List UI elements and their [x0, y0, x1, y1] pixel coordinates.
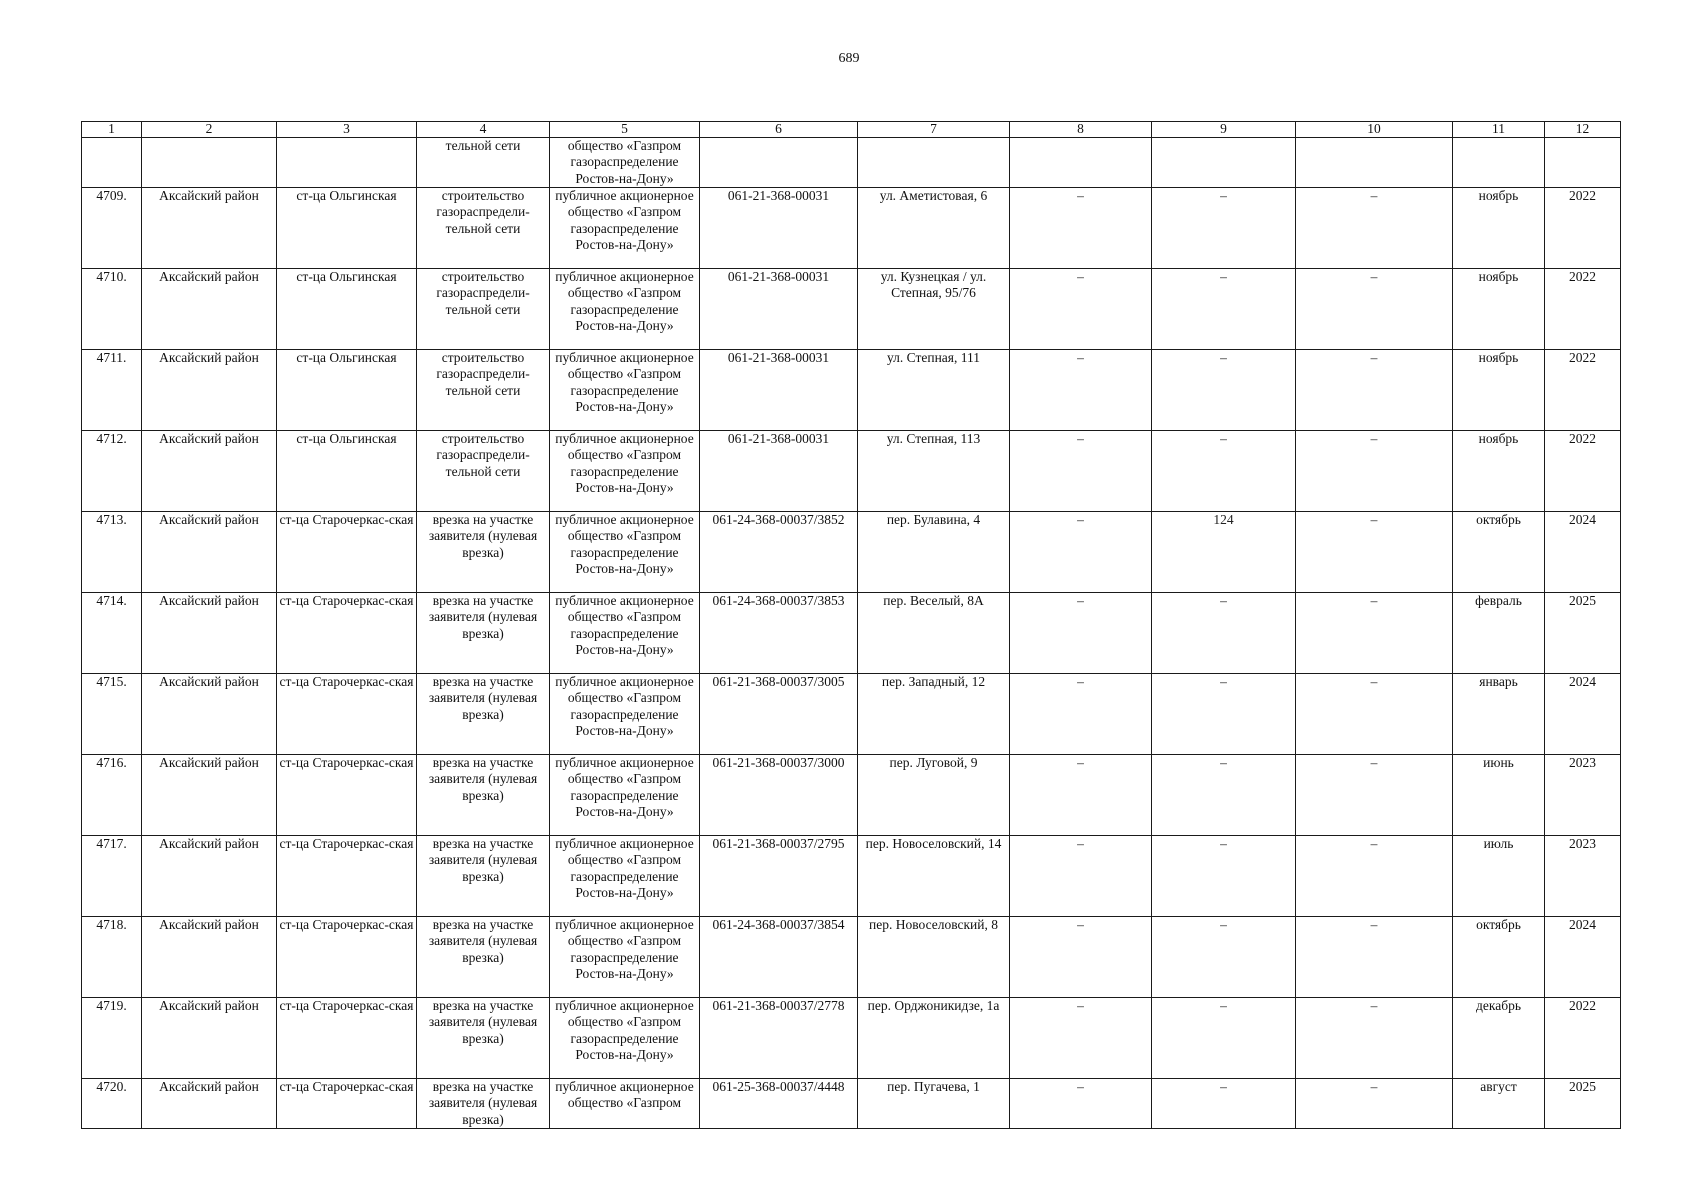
column-9-cell: –: [1152, 593, 1296, 674]
column-10-cell: –: [1296, 188, 1453, 269]
table-row: [82, 188, 1621, 269]
column-9-cell: –: [1152, 188, 1296, 269]
address-cell: пер. Веселый, 8А: [858, 593, 1010, 674]
work-type-cell: строительство газораспредели-тельной сети: [417, 188, 550, 269]
column-9-cell: –: [1152, 269, 1296, 350]
settlement-cell: ст-ца Старочеркас-ская: [277, 512, 417, 593]
settlement-cell: ст-ца Старочеркас-ская: [277, 1079, 417, 1129]
district-cell: Аксайский район: [142, 836, 277, 917]
district-cell: Аксайский район: [142, 269, 277, 350]
code-cell: 061-24-368-00037/3852: [700, 512, 858, 593]
column-header: 2: [142, 122, 277, 138]
column-8-cell: –: [1010, 836, 1152, 917]
address-cell: ул. Аметистовая, 6: [858, 188, 1010, 269]
page-number: 689: [838, 51, 860, 66]
owner-cell: публичное акционерное общество «Газпром газораспределение Ростов-на-Дону»: [550, 188, 700, 269]
column-8-cell: –: [1010, 512, 1152, 593]
column-header: 9: [1152, 122, 1296, 138]
owner-cell: публичное акционерное общество «Газпром газораспределение Ростов-на-Дону»: [550, 431, 700, 512]
table-row: [82, 350, 1621, 431]
month-cell: декабрь: [1453, 998, 1545, 1079]
address-cell: пер. Пугачева, 1: [858, 1079, 1010, 1129]
column-header: 5: [550, 122, 700, 138]
district-cell: Аксайский район: [142, 917, 277, 998]
work-type-cell: врезка на участке заявителя (нулевая врезка): [417, 674, 550, 755]
record-number: 4713.: [82, 512, 142, 593]
year-cell: 2024: [1545, 674, 1621, 755]
table-row: [82, 917, 1621, 998]
code-cell: 061-21-368-00037/3000: [700, 755, 858, 836]
table-row: [82, 1079, 1621, 1129]
column-10-cell: –: [1296, 755, 1453, 836]
table-row: [82, 755, 1621, 836]
column-10-cell: –: [1296, 998, 1453, 1079]
column-10-cell: –: [1296, 674, 1453, 755]
table-cell: тельной сети: [417, 138, 550, 188]
owner-cell: публичное акционерное общество «Газпром газораспределение Ростов-на-Дону»: [550, 917, 700, 998]
column-8-cell: –: [1010, 674, 1152, 755]
year-cell: 2022: [1545, 188, 1621, 269]
month-cell: август: [1453, 1079, 1545, 1129]
record-number: 4710.: [82, 269, 142, 350]
settlement-cell: ст-ца Старочеркас-ская: [277, 998, 417, 1079]
column-header: 11: [1453, 122, 1545, 138]
code-cell: 061-21-368-00037/2795: [700, 836, 858, 917]
column-10-cell: –: [1296, 269, 1453, 350]
work-type-cell: врезка на участке заявителя (нулевая врезка): [417, 1079, 550, 1129]
table-cell: общество «Газпром газораспределение Ростов-на-Дону»: [550, 138, 700, 188]
settlement-cell: ст-ца Ольгинская: [277, 350, 417, 431]
column-8-cell: –: [1010, 1079, 1152, 1129]
record-number: 4712.: [82, 431, 142, 512]
owner-cell: публичное акционерное общество «Газпром газораспределение Ростов-на-Дону»: [550, 674, 700, 755]
settlement-cell: ст-ца Старочеркас-ская: [277, 836, 417, 917]
column-header: 8: [1010, 122, 1152, 138]
owner-cell: публичное акционерное общество «Газпром газораспределение Ростов-на-Дону»: [550, 512, 700, 593]
column-header: 7: [858, 122, 1010, 138]
year-cell: 2022: [1545, 431, 1621, 512]
column-10-cell: –: [1296, 1079, 1453, 1129]
table-row: [82, 998, 1621, 1079]
table-cell: [1010, 138, 1152, 188]
month-cell: июнь: [1453, 755, 1545, 836]
column-number-row: [82, 122, 1621, 138]
column-10-cell: –: [1296, 350, 1453, 431]
year-cell: 2022: [1545, 350, 1621, 431]
column-9-cell: 124: [1152, 512, 1296, 593]
address-cell: пер. Луговой, 9: [858, 755, 1010, 836]
column-9-cell: –: [1152, 998, 1296, 1079]
table-cell: [700, 138, 858, 188]
owner-cell: публичное акционерное общество «Газпром газораспределение Ростов-на-Дону»: [550, 755, 700, 836]
record-number: 4716.: [82, 755, 142, 836]
work-type-cell: врезка на участке заявителя (нулевая врезка): [417, 998, 550, 1079]
record-number: 4717.: [82, 836, 142, 917]
table-cell: [858, 138, 1010, 188]
month-cell: январь: [1453, 674, 1545, 755]
district-cell: Аксайский район: [142, 1079, 277, 1129]
record-number: 4719.: [82, 998, 142, 1079]
code-cell: 061-24-368-00037/3854: [700, 917, 858, 998]
settlement-cell: ст-ца Старочеркас-ская: [277, 674, 417, 755]
district-cell: Аксайский район: [142, 998, 277, 1079]
record-number: 4718.: [82, 917, 142, 998]
code-cell: 061-21-368-00031: [700, 269, 858, 350]
address-cell: ул. Степная, 111: [858, 350, 1010, 431]
year-cell: 2025: [1545, 593, 1621, 674]
column-8-cell: –: [1010, 431, 1152, 512]
month-cell: ноябрь: [1453, 431, 1545, 512]
table-cell: [1453, 138, 1545, 188]
work-type-cell: врезка на участке заявителя (нулевая врезка): [417, 593, 550, 674]
work-type-cell: строительство газораспредели-тельной сети: [417, 269, 550, 350]
month-cell: октябрь: [1453, 512, 1545, 593]
address-cell: ул. Степная, 113: [858, 431, 1010, 512]
record-number: 4720.: [82, 1079, 142, 1129]
table-row: [82, 593, 1621, 674]
year-cell: 2022: [1545, 269, 1621, 350]
owner-cell: публичное акционерное общество «Газпром газораспределение Ростов-на-Дону»: [550, 350, 700, 431]
table-cell: [142, 138, 277, 188]
column-header: 12: [1545, 122, 1621, 138]
district-cell: Аксайский район: [142, 431, 277, 512]
record-number: 4715.: [82, 674, 142, 755]
table-row: [82, 674, 1621, 755]
month-cell: ноябрь: [1453, 350, 1545, 431]
table-body: [82, 138, 1621, 1129]
owner-cell: публичное акционерное общество «Газпром газораспределение Ростов-на-Дону»: [550, 836, 700, 917]
table-cell: [1545, 138, 1621, 188]
owner-cell: публичное акционерное общество «Газпром газораспределение Ростов-на-Дону»: [550, 593, 700, 674]
column-9-cell: –: [1152, 755, 1296, 836]
record-number: 4714.: [82, 593, 142, 674]
owner-cell: публичное акционерное общество «Газпром: [550, 1079, 700, 1129]
month-cell: ноябрь: [1453, 269, 1545, 350]
address-cell: пер. Булавина, 4: [858, 512, 1010, 593]
table-cell: [1296, 138, 1453, 188]
year-cell: 2024: [1545, 917, 1621, 998]
column-8-cell: –: [1010, 755, 1152, 836]
year-cell: 2022: [1545, 998, 1621, 1079]
settlement-cell: ст-ца Старочеркас-ская: [277, 917, 417, 998]
registry-table: [81, 121, 1621, 1129]
month-cell: октябрь: [1453, 917, 1545, 998]
column-header: 6: [700, 122, 858, 138]
column-10-cell: –: [1296, 431, 1453, 512]
table-row: [82, 431, 1621, 512]
owner-cell: публичное акционерное общество «Газпром газораспределение Ростов-на-Дону»: [550, 998, 700, 1079]
code-cell: 061-24-368-00037/3853: [700, 593, 858, 674]
work-type-cell: врезка на участке заявителя (нулевая врезка): [417, 836, 550, 917]
code-cell: 061-21-368-00031: [700, 350, 858, 431]
column-8-cell: –: [1010, 998, 1152, 1079]
column-8-cell: –: [1010, 188, 1152, 269]
work-type-cell: врезка на участке заявителя (нулевая врезка): [417, 512, 550, 593]
work-type-cell: строительство газораспредели-тельной сети: [417, 431, 550, 512]
table-row: [82, 269, 1621, 350]
code-cell: 061-21-368-00037/3005: [700, 674, 858, 755]
column-9-cell: –: [1152, 917, 1296, 998]
district-cell: Аксайский район: [142, 350, 277, 431]
table-row: [82, 512, 1621, 593]
month-cell: февраль: [1453, 593, 1545, 674]
settlement-cell: ст-ца Старочеркас-ская: [277, 755, 417, 836]
district-cell: Аксайский район: [142, 755, 277, 836]
work-type-cell: врезка на участке заявителя (нулевая врезка): [417, 755, 550, 836]
district-cell: Аксайский район: [142, 188, 277, 269]
code-cell: 061-21-368-00031: [700, 431, 858, 512]
settlement-cell: ст-ца Старочеркас-ская: [277, 593, 417, 674]
year-cell: 2023: [1545, 836, 1621, 917]
table-cell: [82, 138, 142, 188]
address-cell: пер. Западный, 12: [858, 674, 1010, 755]
year-cell: 2024: [1545, 512, 1621, 593]
year-cell: 2025: [1545, 1079, 1621, 1129]
settlement-cell: ст-ца Ольгинская: [277, 269, 417, 350]
code-cell: 061-21-368-00037/2778: [700, 998, 858, 1079]
record-number: 4709.: [82, 188, 142, 269]
address-cell: ул. Кузнецкая / ул. Степная, 95/76: [858, 269, 1010, 350]
work-type-cell: врезка на участке заявителя (нулевая врезка): [417, 917, 550, 998]
column-9-cell: –: [1152, 350, 1296, 431]
district-cell: Аксайский район: [142, 593, 277, 674]
table-cell: [1152, 138, 1296, 188]
settlement-cell: ст-ца Ольгинская: [277, 188, 417, 269]
month-cell: ноябрь: [1453, 188, 1545, 269]
column-10-cell: –: [1296, 917, 1453, 998]
table-row: [82, 836, 1621, 917]
year-cell: 2023: [1545, 755, 1621, 836]
column-9-cell: –: [1152, 431, 1296, 512]
address-cell: пер. Орджоникидзе, 1а: [858, 998, 1010, 1079]
address-cell: пер. Новоселовский, 8: [858, 917, 1010, 998]
column-header: 10: [1296, 122, 1453, 138]
column-10-cell: –: [1296, 836, 1453, 917]
owner-cell: публичное акционерное общество «Газпром газораспределение Ростов-на-Дону»: [550, 269, 700, 350]
district-cell: Аксайский район: [142, 674, 277, 755]
column-header: 3: [277, 122, 417, 138]
settlement-cell: ст-ца Ольгинская: [277, 431, 417, 512]
code-cell: 061-25-368-00037/4448: [700, 1079, 858, 1129]
column-8-cell: –: [1010, 593, 1152, 674]
address-cell: пер. Новоселовский, 14: [858, 836, 1010, 917]
column-8-cell: –: [1010, 350, 1152, 431]
table-cell: [277, 138, 417, 188]
column-9-cell: –: [1152, 836, 1296, 917]
column-10-cell: –: [1296, 593, 1453, 674]
column-8-cell: –: [1010, 917, 1152, 998]
work-type-cell: строительство газораспредели-тельной сети: [417, 350, 550, 431]
column-10-cell: –: [1296, 512, 1453, 593]
column-8-cell: –: [1010, 269, 1152, 350]
column-header: 1: [82, 122, 142, 138]
table-header: [82, 122, 1621, 138]
record-number: 4711.: [82, 350, 142, 431]
column-9-cell: –: [1152, 1079, 1296, 1129]
column-9-cell: –: [1152, 674, 1296, 755]
district-cell: Аксайский район: [142, 512, 277, 593]
column-header: 4: [417, 122, 550, 138]
month-cell: июль: [1453, 836, 1545, 917]
continuation-row: [82, 138, 1621, 188]
code-cell: 061-21-368-00031: [700, 188, 858, 269]
